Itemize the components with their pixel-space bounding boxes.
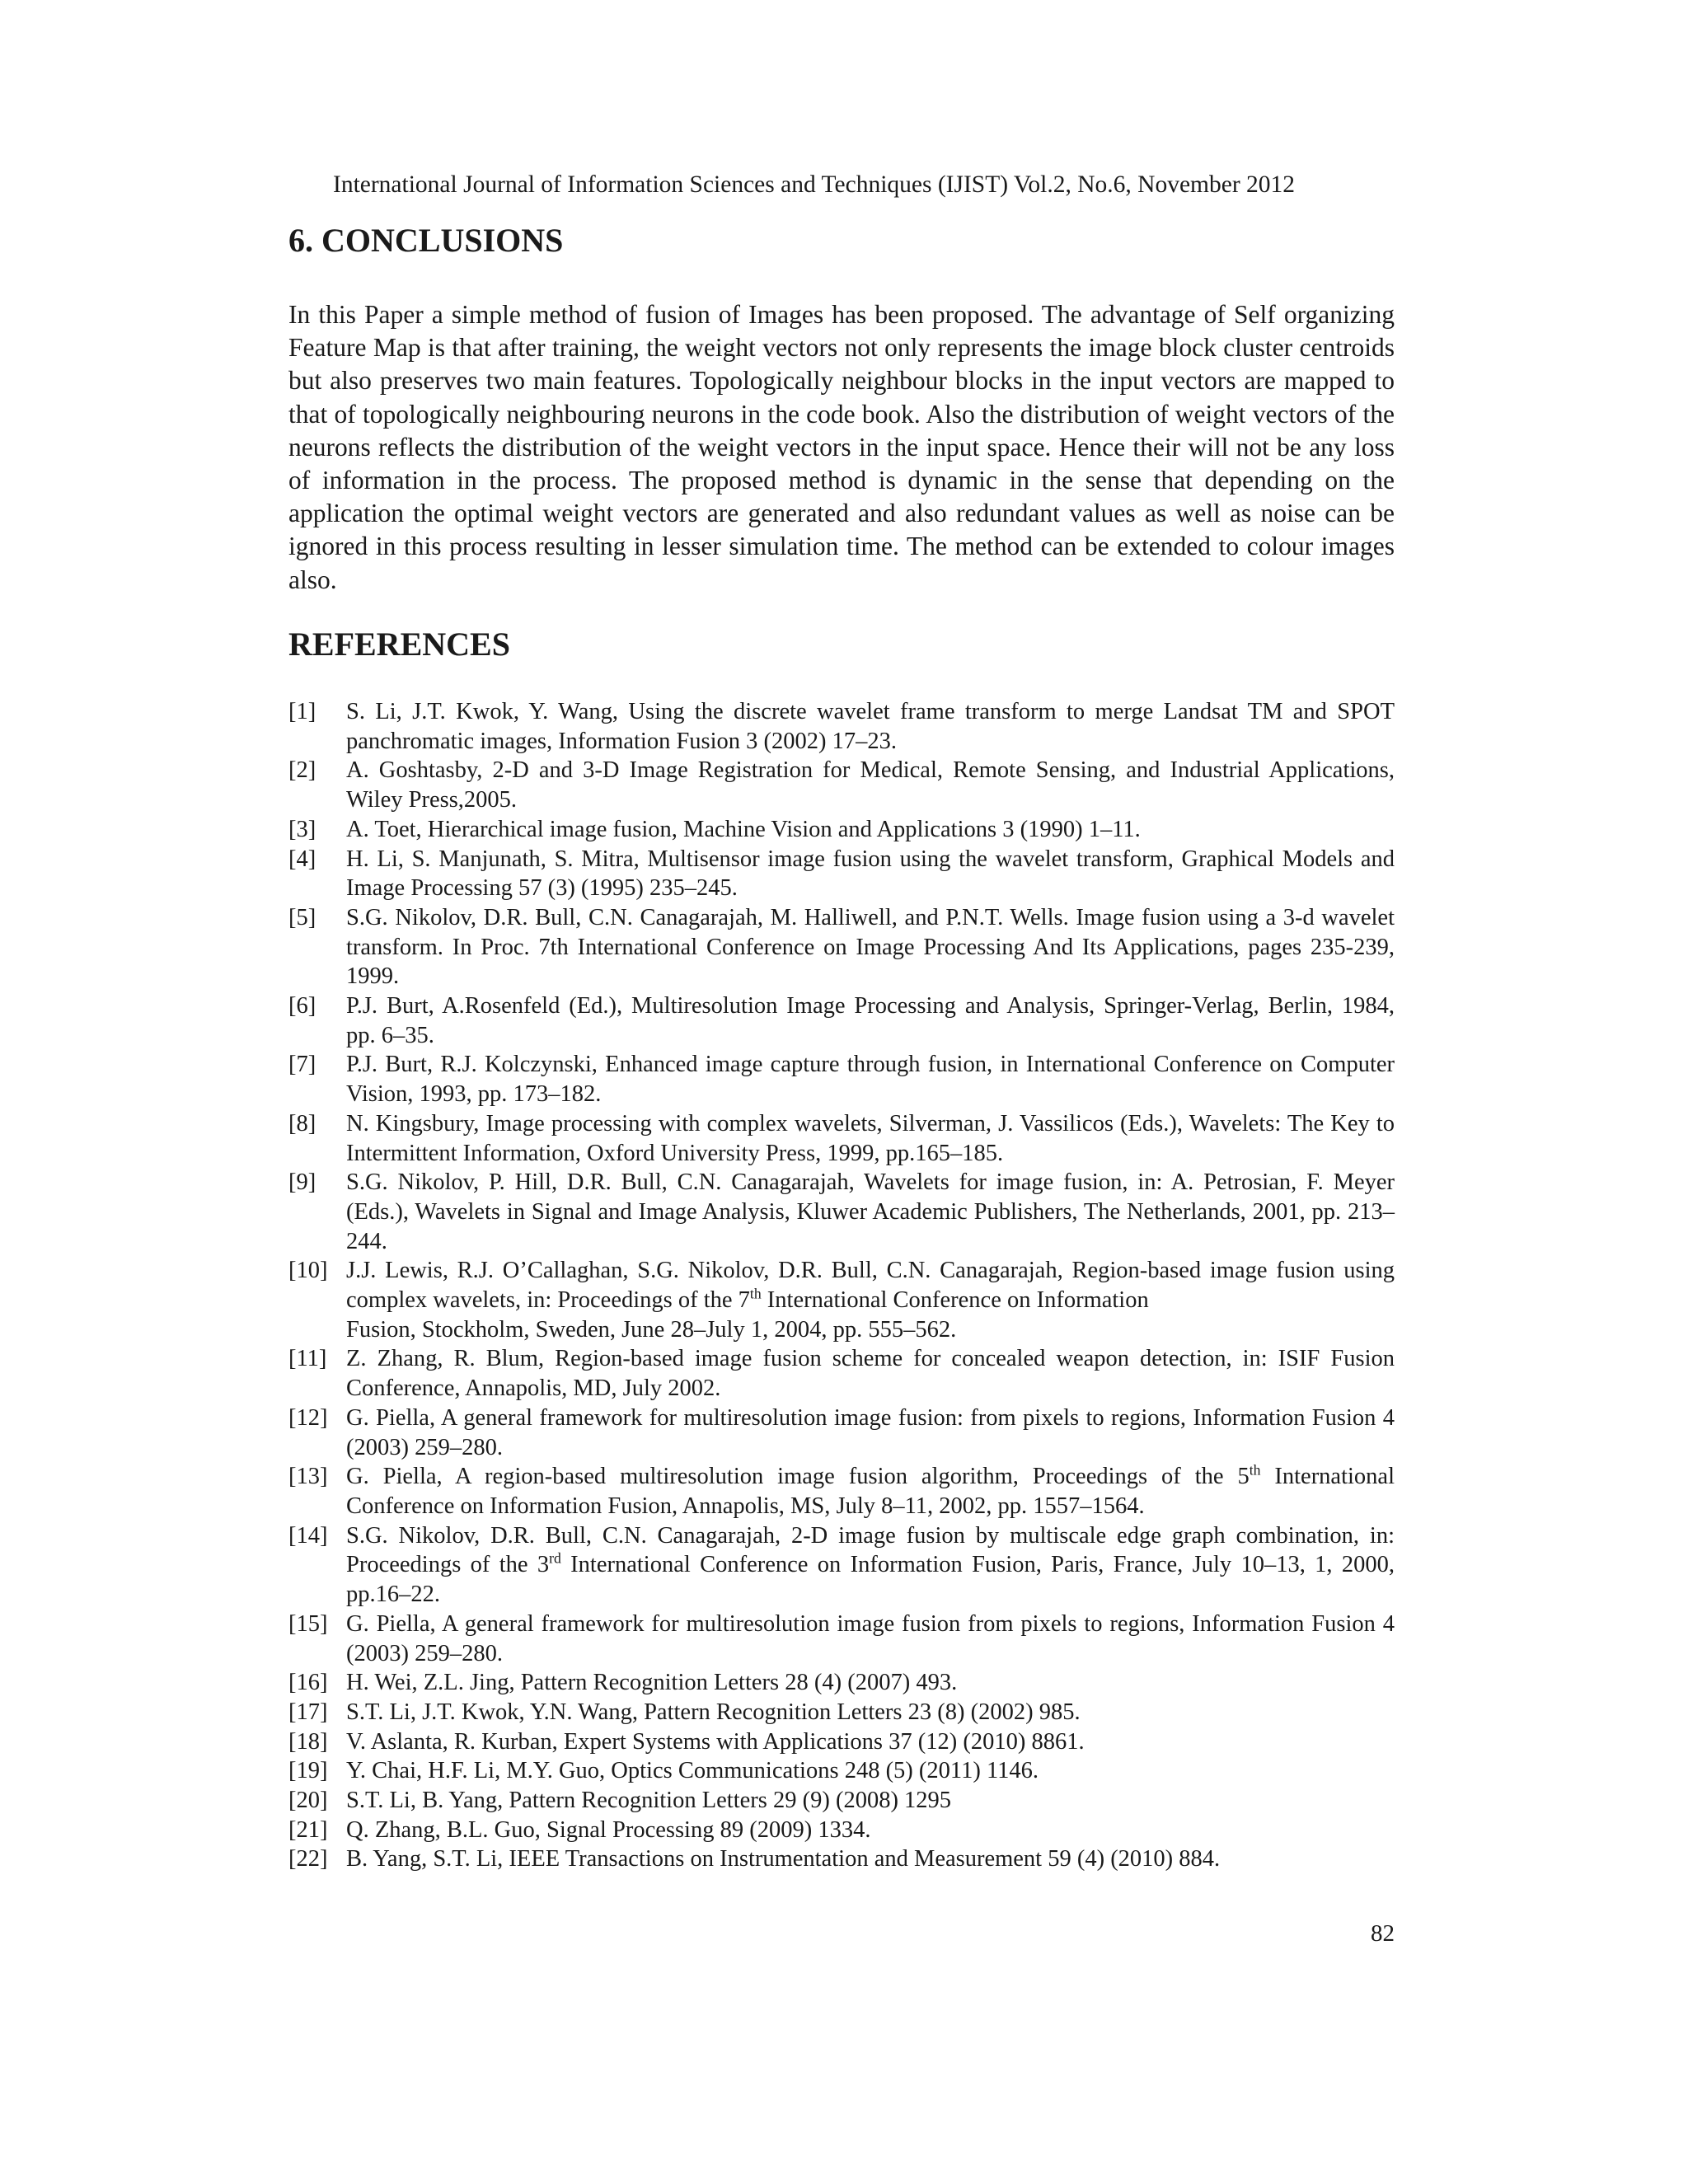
reference-number: [13] — [288, 1464, 328, 1490]
reference-number: [12] — [288, 1404, 328, 1431]
reference-item — [288, 1844, 1395, 1874]
reference-item — [288, 1521, 1395, 1610]
reference-item — [288, 991, 1395, 1050]
reference-number: [15] — [288, 1610, 328, 1637]
reference-text: H. Li, S. Manjunath, S. Mitra, Multisensor image fusion using the wavelet transform, Graphical Models and Image Processing 57 (3) (1995) 235–245. — [346, 846, 1395, 902]
reference-text — [346, 1462, 1395, 1521]
reference-number: [18] — [288, 1728, 328, 1755]
reference-number: [8] — [288, 1110, 316, 1137]
reference-text: S.T. Li, J.T. Kwok, Y.N. Wang, Pattern Recognition Letters 23 (8) (2002) 985. — [346, 1699, 1081, 1725]
reference-item — [288, 845, 1395, 903]
reference-item — [288, 1256, 1395, 1344]
reference-item — [288, 1727, 1395, 1757]
reference-text: A. Toet, Hierarchical image fusion, Machine Vision and Applications 3 (1990) 1–11. — [346, 816, 1141, 842]
reference-item — [288, 1668, 1395, 1698]
reference-number: [11] — [288, 1346, 327, 1372]
reference-text: S.G. Nikolov, P. Hill, D.R. Bull, C.N. Canagarajah, Wavelets for image fusion, in: A. Petrosian, F. Meyer (Eds.), Wavelets in Signal and Image Analysis, Kluwer Academic Publishers, The Netherlands, 2001, pp. 213–244. — [346, 1169, 1395, 1254]
reference-number: [10] — [288, 1258, 328, 1284]
reference-number: [6] — [288, 993, 316, 1019]
reference-number: [7] — [288, 1052, 316, 1078]
reference-text: H. Wei, Z.L. Jing, Pattern Recognition Letters 28 (4) (2007) 493. — [346, 1670, 958, 1696]
reference-text: G. Piella, A general framework for multiresolution image fusion from pixels to regions, Information Fusion 4 (2003) 259–280. — [346, 1610, 1395, 1666]
references-heading: REFERENCES — [288, 626, 510, 663]
conclusions-heading: 6. CONCLUSIONS — [288, 222, 564, 259]
ordinal-superscript: rd — [549, 1549, 561, 1567]
reference-item — [288, 1610, 1395, 1668]
reference-text: V. Aslanta, R. Kurban, Expert Systems with Applications 37 (12) (2010) 8861. — [346, 1728, 1085, 1755]
reference-text-part: International Conference on Information Fusion, Annapolis, MS, July 8–11, 2002, pp. 1557–1564. — [346, 1464, 1395, 1519]
reference-item — [288, 1698, 1395, 1727]
reference-text: P.J. Burt, R.J. Kolczynski, Enhanced image capture through fusion, in International Conference on Computer Vision, 1993, pp. 173–182. — [346, 1052, 1395, 1108]
reference-text — [346, 1256, 1395, 1344]
running-header: International Journal of Information Sciences and Techniques (IJIST) Vol.2, No.6, November 2012 — [333, 171, 1296, 198]
reference-item — [288, 756, 1395, 814]
reference-number: [16] — [288, 1670, 328, 1696]
reference-text: S.G. Nikolov, D.R. Bull, C.N. Canagarajah, M. Halliwell, and P.N.T. Wells. Image fusion using a 3-d wavelet transform. In Proc. 7th International Conference on Image Processing And Its Applications, pages 235-239, 1999. — [346, 904, 1395, 990]
reference-text: Z. Zhang, R. Blum, Region-based image fusion scheme for concealed weapon detection, in: ISIF Fusion Conference, Annapolis, MD, July 2002. — [346, 1346, 1395, 1402]
reference-text: N. Kingsbury, Image processing with complex wavelets, Silverman, J. Vassilicos (Eds.), Wavelets: The Key to Intermittent Information, Oxford University Press, 1999, pp.165–185. — [346, 1110, 1395, 1166]
reference-number: [3] — [288, 816, 316, 842]
reference-text-part: Fusion, Stockholm, Sweden, June 28–July 1, 2004, pp. 555–562. — [346, 1316, 957, 1343]
reference-number: [5] — [288, 904, 316, 930]
reference-number: [2] — [288, 757, 316, 784]
reference-item — [288, 1786, 1395, 1816]
ordinal-superscript: th — [1249, 1461, 1261, 1479]
reference-item — [288, 1344, 1395, 1403]
reference-text: Y. Chai, H.F. Li, M.Y. Guo, Optics Communications 248 (5) (2011) 1146. — [346, 1758, 1039, 1784]
reference-item — [288, 1756, 1395, 1786]
reference-number: [19] — [288, 1758, 328, 1784]
reference-text: S. Li, J.T. Kwok, Y. Wang, Using the discrete wavelet frame transform to merge Landsat TM and SPOT panchromatic images, Information Fusion 3 (2002) 17–23. — [346, 699, 1395, 754]
reference-text-part: International Conference on Information Fusion, Paris, France, July 10–13, 1, 2000, pp.16–22. — [346, 1552, 1395, 1608]
reference-text: Q. Zhang, B.L. Guo, Signal Processing 89 (2009) 1334. — [346, 1816, 871, 1843]
reference-text — [346, 1521, 1395, 1610]
reference-item — [288, 697, 1395, 756]
reference-number: [14] — [288, 1522, 328, 1549]
reference-item — [288, 1168, 1395, 1256]
reference-number: [17] — [288, 1699, 328, 1725]
reference-number: [21] — [288, 1816, 328, 1843]
reference-item — [288, 1462, 1395, 1521]
reference-number: [9] — [288, 1169, 316, 1196]
page-number: 82 — [1371, 1920, 1395, 1947]
ordinal-superscript: th — [749, 1285, 762, 1302]
reference-item — [288, 1404, 1395, 1462]
reference-list — [288, 697, 1395, 1874]
reference-number: [20] — [288, 1788, 328, 1814]
reference-text-part: G. Piella, A region-based multiresolution image fusion algorithm, Proceedings of the 5 — [346, 1464, 1250, 1490]
reference-text: G. Piella, A general framework for multiresolution image fusion: from pixels to regions, Information Fusion 4 (2003) 259–280. — [346, 1404, 1395, 1460]
conclusions-paragraph: In this Paper a simple method of fusion of Images has been proposed. The advantage of Self organizing Feature Map is that after training, the weight vectors not only represents the image block cluster centroids but also preserves two main features. Topologically neighbour blocks in the input vectors are mapped to that of topologically neighbouring neurons in the code book. Also the distribution of weight vectors of the neurons reflects the distribution of the weight vectors in the input space. Hence their will not be any loss of information in the process. The proposed method is dynamic in the sense that depending on the application the optimal weight vectors are generated and also redundant values as well as noise can be ignored in this process resulting in lesser simulation time. The method can be extended to colour images also. — [288, 300, 1395, 594]
reference-text: B. Yang, S.T. Li, IEEE Transactions on Instrumentation and Measurement 59 (4) (2010) 884. — [346, 1846, 1221, 1872]
reference-text-part: International Conference on Information — [761, 1287, 1149, 1314]
reference-text: P.J. Burt, A.Rosenfeld (Ed.), Multiresolution Image Processing and Analysis, Springer-Verlag, Berlin, 1984, pp. 6–35. — [346, 993, 1395, 1048]
reference-item — [288, 1050, 1395, 1108]
reference-item — [288, 1109, 1395, 1168]
reference-text: A. Goshtasby, 2-D and 3-D Image Registration for Medical, Remote Sensing, and Industrial Applications, Wiley Press,2005. — [346, 757, 1395, 813]
reference-item — [288, 903, 1395, 991]
reference-item — [288, 815, 1395, 845]
reference-text-part: J.J. Lewis, R.J. O’Callaghan, S.G. Nikolov, D.R. Bull, C.N. Canagarajah, Region-based image fusion using complex wavelets, in: Proceedings of the 7 — [346, 1258, 1395, 1314]
reference-text-part: S.G. Nikolov, D.R. Bull, C.N. Canagarajah, 2-D image fusion by multiscale edge graph combination, in: Proceedings of the 3 — [346, 1522, 1395, 1578]
reference-number: [4] — [288, 846, 316, 872]
reference-item — [288, 1816, 1395, 1845]
reference-number: [1] — [288, 699, 316, 724]
reference-number: [22] — [288, 1846, 328, 1872]
reference-text: S.T. Li, B. Yang, Pattern Recognition Letters 29 (9) (2008) 1295 — [346, 1788, 952, 1814]
